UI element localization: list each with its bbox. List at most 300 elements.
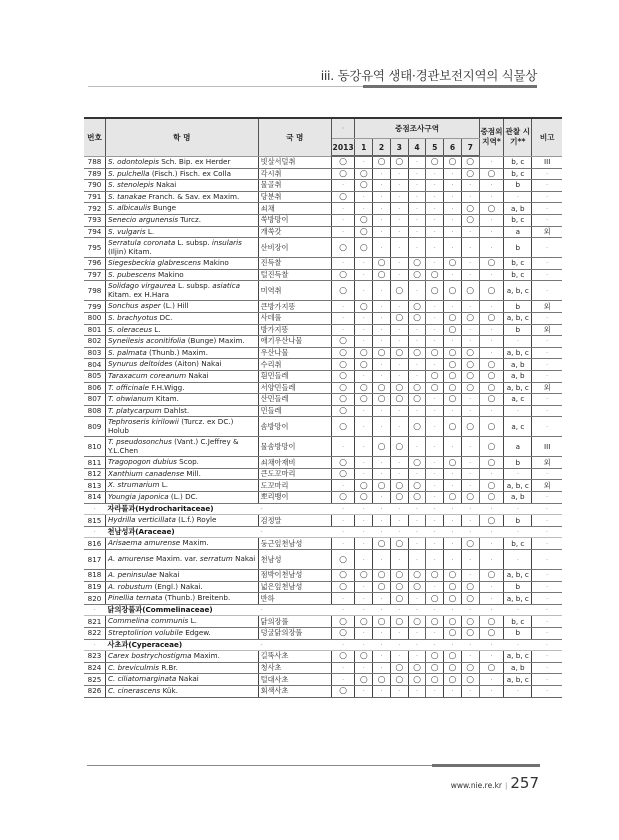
mark-outside-area: · bbox=[479, 214, 504, 226]
authority: Maxim. var. bbox=[153, 554, 200, 564]
mark-site-5: ○ bbox=[426, 616, 444, 628]
remark: · bbox=[532, 538, 562, 550]
mark-site-4: · bbox=[408, 370, 426, 382]
empty-cell: · bbox=[258, 604, 331, 616]
mark-site-6: · bbox=[444, 226, 462, 238]
empty-cell: · bbox=[461, 503, 479, 515]
mark-site-6: · bbox=[444, 238, 462, 258]
korean-name: 방가지똥 bbox=[258, 324, 331, 336]
authority: (Thunb.) Breitenb. bbox=[162, 593, 231, 603]
empty-cell: · bbox=[426, 526, 444, 538]
empty-cell: · bbox=[390, 526, 408, 538]
mark-site-6: ○ bbox=[444, 394, 462, 406]
mark-2013: ○ bbox=[331, 417, 355, 437]
remark: 외 bbox=[532, 480, 562, 492]
mark-site-7: ○ bbox=[461, 203, 479, 215]
genus-species: Siegesbeckia glabrescens bbox=[108, 258, 201, 268]
genus-species: X. strumarium bbox=[108, 480, 160, 490]
korean-name: 청사초 bbox=[258, 662, 331, 674]
mark-site-2: ○ bbox=[373, 570, 391, 582]
mark-site-5: ○ bbox=[426, 651, 444, 663]
observation-period: b, c bbox=[504, 616, 532, 628]
mark-site-2: · bbox=[373, 281, 391, 301]
mark-site-6: ○ bbox=[444, 417, 462, 437]
row-number: 814 bbox=[84, 492, 106, 504]
mark-site-5: ○ bbox=[426, 370, 444, 382]
authority: Maxim. bbox=[191, 651, 220, 661]
genus-species: S. pubescens bbox=[108, 269, 156, 279]
korean-name: 쇠채 bbox=[258, 203, 331, 215]
korean-name: 솜방망이 bbox=[258, 417, 331, 437]
scientific-name bbox=[106, 480, 259, 492]
observation-period: b bbox=[504, 180, 532, 192]
observation-period: b, c bbox=[504, 156, 532, 168]
row-number: 795 bbox=[84, 238, 106, 258]
genus-species: C. breviculmis bbox=[108, 662, 160, 672]
empty-cell: · bbox=[331, 503, 355, 515]
mark-site-4: · bbox=[408, 238, 426, 258]
mark-site-4: · bbox=[408, 336, 426, 348]
genus-species: Carex bostrychostigma bbox=[108, 651, 192, 661]
mark-outside-area: · bbox=[479, 550, 504, 570]
remark: 외 bbox=[532, 301, 562, 313]
mark-site-6: ○ bbox=[444, 312, 462, 324]
empty-cell: · bbox=[258, 503, 331, 515]
authority: Scop. bbox=[176, 457, 199, 467]
scientific-name bbox=[106, 616, 259, 628]
mark-2013: · bbox=[331, 515, 355, 527]
remark: · bbox=[532, 593, 562, 605]
remark: · bbox=[532, 191, 562, 203]
mark-outside-area: · bbox=[479, 324, 504, 336]
mark-2013: ○ bbox=[331, 492, 355, 504]
korean-name: 개쑥갓 bbox=[258, 226, 331, 238]
mark-site-7: · bbox=[461, 480, 479, 492]
row-number: 799 bbox=[84, 301, 106, 313]
mark-site-6: ○ bbox=[444, 628, 462, 640]
page-number: 257 bbox=[510, 774, 539, 792]
mark-site-2: · bbox=[373, 417, 391, 437]
row-number: 812 bbox=[84, 468, 106, 480]
row-number: 801 bbox=[84, 324, 106, 336]
row-number: 825 bbox=[84, 674, 106, 686]
observation-period: b, c bbox=[504, 269, 532, 281]
genus-species: A. robustum bbox=[108, 581, 153, 591]
mark-site-3: · bbox=[390, 238, 408, 258]
empty-cell: · bbox=[504, 604, 532, 616]
genus-species: Arisaema amurense bbox=[108, 538, 181, 548]
genus-species: Tragopogon dubius bbox=[108, 457, 177, 467]
mark-site-3: ○ bbox=[390, 674, 408, 686]
row-number: 819 bbox=[84, 581, 106, 593]
observation-period: b bbox=[504, 324, 532, 336]
family-name: 닭의장풀과(Commelinaceae) bbox=[106, 604, 259, 616]
table-row bbox=[84, 168, 562, 180]
empty-cell: · bbox=[258, 639, 331, 651]
mark-site-4: · bbox=[408, 550, 426, 570]
table-row bbox=[84, 457, 562, 469]
header-year: 2013 bbox=[331, 139, 355, 157]
remark: · bbox=[532, 347, 562, 359]
empty-cell: · bbox=[444, 639, 462, 651]
authority: (L.) Hill bbox=[160, 301, 189, 311]
authority: Mill. bbox=[184, 468, 201, 478]
mark-site-6: ○ bbox=[444, 616, 462, 628]
mark-2013: ○ bbox=[331, 359, 355, 371]
mark-site-7: · bbox=[461, 685, 479, 697]
row-number: 823 bbox=[84, 651, 106, 663]
empty-cell: · bbox=[355, 503, 373, 515]
mark-site-5: · bbox=[426, 457, 444, 469]
empty-cell: · bbox=[355, 604, 373, 616]
genus-species: S. vulgaris bbox=[108, 226, 146, 236]
mark-site-4: · bbox=[408, 405, 426, 417]
scientific-name bbox=[106, 550, 259, 570]
authority: Nakai bbox=[153, 180, 177, 190]
mark-site-1: ○ bbox=[355, 382, 373, 394]
header-survey-group: 중점조사구역 bbox=[355, 118, 479, 139]
mark-site-1: · bbox=[355, 437, 373, 457]
row-number: 822 bbox=[84, 628, 106, 640]
empty-cell: · bbox=[373, 526, 391, 538]
header-remark: 비고 bbox=[532, 118, 562, 156]
remark: 외 bbox=[532, 226, 562, 238]
mark-site-6: · bbox=[444, 538, 462, 550]
scientific-name bbox=[106, 674, 259, 686]
mark-site-5: · bbox=[426, 301, 444, 313]
remark: · bbox=[532, 312, 562, 324]
observation-period: a, b, c bbox=[504, 674, 532, 686]
mark-site-2: · bbox=[373, 336, 391, 348]
mark-2013: ○ bbox=[331, 468, 355, 480]
genus-species: S. pulchella bbox=[108, 168, 150, 178]
mark-2013: ○ bbox=[331, 685, 355, 697]
empty-cell: · bbox=[408, 526, 426, 538]
authority: (Bunge) Maxim. bbox=[185, 336, 245, 346]
authority: Nakai bbox=[232, 554, 256, 564]
mark-site-5: ○ bbox=[426, 156, 444, 168]
empty-cell: · bbox=[504, 526, 532, 538]
mark-site-4: ○ bbox=[408, 269, 426, 281]
mark-site-5: ○ bbox=[426, 593, 444, 605]
genus-species: Syneilesis aconitifolia bbox=[108, 336, 186, 346]
mark-2013: · bbox=[331, 312, 355, 324]
mark-site-5: · bbox=[426, 515, 444, 527]
empty-cell: · bbox=[426, 639, 444, 651]
observation-period: a, b, c bbox=[504, 382, 532, 394]
family-row bbox=[84, 604, 562, 616]
mark-site-1: · bbox=[355, 281, 373, 301]
remark: · bbox=[532, 281, 562, 301]
observation-period: b bbox=[504, 515, 532, 527]
korean-name: 넓은잎천남성 bbox=[258, 581, 331, 593]
mark-site-7: ○ bbox=[461, 417, 479, 437]
mark-outside-area: · bbox=[479, 405, 504, 417]
scientific-name bbox=[106, 394, 259, 406]
flora-table bbox=[84, 117, 562, 698]
mark-site-4: ○ bbox=[408, 492, 426, 504]
genus-species: Senecio argunensis bbox=[108, 214, 179, 224]
empty-cell: · bbox=[444, 526, 462, 538]
mark-site-6: · bbox=[444, 515, 462, 527]
scientific-name bbox=[106, 301, 259, 313]
korean-name: 수리취 bbox=[258, 359, 331, 371]
table-row bbox=[84, 359, 562, 371]
observation-period: · bbox=[504, 405, 532, 417]
mark-outside-area: ○ bbox=[479, 312, 504, 324]
mark-site-4: ○ bbox=[408, 570, 426, 582]
mark-site-3: · bbox=[390, 214, 408, 226]
mark-site-4: · bbox=[408, 538, 426, 550]
genus-species: T. pseudosonchus bbox=[108, 437, 172, 447]
mark-site-3: · bbox=[390, 180, 408, 192]
mark-outside-area: ○ bbox=[479, 662, 504, 674]
remark: III bbox=[532, 156, 562, 168]
mark-outside-area: ○ bbox=[479, 258, 504, 270]
remark: · bbox=[532, 168, 562, 180]
mark-site-7: ○ bbox=[461, 538, 479, 550]
mark-site-7: · bbox=[461, 258, 479, 270]
table-row bbox=[84, 370, 562, 382]
remark: · bbox=[532, 370, 562, 382]
genus-species: Sonchus asper bbox=[108, 301, 161, 311]
empty-cell: · bbox=[408, 639, 426, 651]
genus-species: Synurus deltoides bbox=[108, 359, 173, 369]
scientific-name bbox=[106, 168, 259, 180]
scientific-name bbox=[106, 180, 259, 192]
mark-2013: · bbox=[331, 538, 355, 550]
remark: · bbox=[532, 258, 562, 270]
observation-period: b bbox=[504, 301, 532, 313]
observation-period: a bbox=[504, 437, 532, 457]
mark-site-3: ○ bbox=[390, 538, 408, 550]
mark-site-6: ○ bbox=[444, 347, 462, 359]
mark-site-3: · bbox=[390, 550, 408, 570]
header-outside-area: 중점외 지역* bbox=[479, 118, 504, 156]
mark-site-1: ○ bbox=[355, 168, 373, 180]
mark-site-7: ○ bbox=[461, 628, 479, 640]
authority: L. bbox=[145, 226, 155, 236]
genus-species: Serratula coronata bbox=[108, 238, 176, 248]
infraspecific-epithet: asiatica bbox=[212, 281, 241, 291]
authority: (Thunb.) Maxim. bbox=[146, 347, 208, 357]
mark-site-5: ○ bbox=[426, 674, 444, 686]
table-row bbox=[84, 405, 562, 417]
mark-site-6: · bbox=[444, 468, 462, 480]
mark-site-1: · bbox=[355, 468, 373, 480]
mark-site-6: ○ bbox=[444, 457, 462, 469]
family-row bbox=[84, 503, 562, 515]
mark-site-6: ○ bbox=[444, 281, 462, 301]
mark-site-2: · bbox=[373, 550, 391, 570]
scientific-name bbox=[106, 336, 259, 348]
authority: Kük. bbox=[160, 685, 178, 695]
mark-site-7: ○ bbox=[461, 156, 479, 168]
table-row bbox=[84, 312, 562, 324]
mark-site-2: ○ bbox=[373, 347, 391, 359]
mark-site-2: · bbox=[373, 191, 391, 203]
observation-period: a, b bbox=[504, 492, 532, 504]
korean-name: 빗살서덜취 bbox=[258, 156, 331, 168]
empty-cell: · bbox=[355, 639, 373, 651]
row-number: 793 bbox=[84, 214, 106, 226]
table-row bbox=[84, 214, 562, 226]
observation-period: b, c bbox=[504, 214, 532, 226]
observation-period: b, c bbox=[504, 258, 532, 270]
authority: (L.f.) Royle bbox=[175, 515, 217, 525]
scientific-name bbox=[106, 628, 259, 640]
header-rule-accent bbox=[363, 85, 537, 88]
remark: · bbox=[532, 515, 562, 527]
mark-site-3: ○ bbox=[390, 394, 408, 406]
mark-site-4: · bbox=[408, 168, 426, 180]
mark-2013: ○ bbox=[331, 616, 355, 628]
mark-2013: · bbox=[331, 437, 355, 457]
mark-site-2: · bbox=[373, 301, 391, 313]
empty-cell: · bbox=[461, 639, 479, 651]
table-row bbox=[84, 616, 562, 628]
row-number: 797 bbox=[84, 269, 106, 281]
mark-site-4: · bbox=[408, 651, 426, 663]
mark-2013: ○ bbox=[331, 281, 355, 301]
mark-site-3: · bbox=[390, 628, 408, 640]
mark-site-1: ○ bbox=[355, 238, 373, 258]
mark-site-6: · bbox=[444, 685, 462, 697]
mark-site-7: · bbox=[461, 437, 479, 457]
row-number: 821 bbox=[84, 616, 106, 628]
header-site: 6 bbox=[444, 139, 462, 157]
mark-site-7: · bbox=[461, 269, 479, 281]
genus-species: T. officinale bbox=[108, 382, 150, 392]
table-row bbox=[84, 180, 562, 192]
mark-site-5: · bbox=[426, 685, 444, 697]
authority: Maxim. bbox=[180, 538, 209, 548]
footer-rule-accent bbox=[432, 764, 540, 767]
family-name: 사초과(Cyperaceae) bbox=[106, 639, 259, 651]
korean-name: 길뚝사초 bbox=[258, 651, 331, 663]
row-number: 815 bbox=[84, 515, 106, 527]
mark-site-5: · bbox=[426, 191, 444, 203]
mark-site-5: · bbox=[426, 359, 444, 371]
mark-2013: ○ bbox=[331, 168, 355, 180]
authority: L. bbox=[188, 616, 197, 626]
table-row bbox=[84, 651, 562, 663]
genus-species: Pinellia ternata bbox=[108, 593, 163, 603]
mark-site-3: ○ bbox=[390, 382, 408, 394]
mark-site-3: ○ bbox=[390, 581, 408, 593]
empty-cell: · bbox=[504, 503, 532, 515]
mark-2013: ○ bbox=[331, 628, 355, 640]
scientific-name bbox=[106, 370, 259, 382]
mark-site-7: ○ bbox=[461, 359, 479, 371]
mark-site-1: · bbox=[355, 685, 373, 697]
table-body bbox=[84, 156, 562, 697]
mark-site-7: · bbox=[461, 226, 479, 238]
korean-name: 덩굴닭의장풀 bbox=[258, 628, 331, 640]
mark-site-6: ○ bbox=[444, 359, 462, 371]
mark-site-2: · bbox=[373, 238, 391, 258]
mark-outside-area: ○ bbox=[479, 492, 504, 504]
mark-site-6: ○ bbox=[444, 258, 462, 270]
empty-cell: · bbox=[479, 639, 504, 651]
mark-site-2: ○ bbox=[373, 581, 391, 593]
mark-2013: ○ bbox=[331, 550, 355, 570]
mark-site-7: · bbox=[461, 191, 479, 203]
table-row bbox=[84, 281, 562, 301]
mark-site-2: · bbox=[373, 651, 391, 663]
authority: Nakai bbox=[186, 370, 209, 380]
empty-cell: · bbox=[373, 503, 391, 515]
mark-site-5: · bbox=[426, 168, 444, 180]
authority: Turcz. bbox=[178, 214, 202, 224]
mark-site-5: · bbox=[426, 324, 444, 336]
mark-site-7: · bbox=[461, 550, 479, 570]
row-number: 806 bbox=[84, 382, 106, 394]
mark-site-7: ○ bbox=[461, 281, 479, 301]
row-number: 809 bbox=[84, 417, 106, 437]
mark-site-4: ○ bbox=[408, 674, 426, 686]
empty-cell: · bbox=[258, 526, 331, 538]
row-number: 791 bbox=[84, 191, 106, 203]
mark-site-7: · bbox=[461, 570, 479, 582]
mark-site-4: ○ bbox=[408, 382, 426, 394]
remark: · bbox=[532, 674, 562, 686]
mark-outside-area: · bbox=[479, 593, 504, 605]
remark: · bbox=[532, 468, 562, 480]
mark-site-3: · bbox=[390, 457, 408, 469]
remark: III bbox=[532, 437, 562, 457]
mark-2013: · bbox=[331, 226, 355, 238]
mark-2013: · bbox=[331, 258, 355, 270]
table-row bbox=[84, 662, 562, 674]
mark-outside-area: · bbox=[479, 347, 504, 359]
mark-site-4: · bbox=[408, 324, 426, 336]
row-number: 798 bbox=[84, 281, 106, 301]
mark-site-5: · bbox=[426, 437, 444, 457]
empty-cell: · bbox=[331, 639, 355, 651]
mark-site-3: ○ bbox=[390, 593, 408, 605]
mark-site-5: · bbox=[426, 405, 444, 417]
authority: Makino bbox=[200, 258, 229, 268]
korean-name: 도꼬마리 bbox=[258, 480, 331, 492]
row-number: 820 bbox=[84, 593, 106, 605]
mark-site-6: ○ bbox=[444, 570, 462, 582]
mark-site-1: · bbox=[355, 417, 373, 437]
mark-site-4: · bbox=[408, 203, 426, 215]
table-row bbox=[84, 269, 562, 281]
row-number: 817 bbox=[84, 550, 106, 570]
mark-site-6: · bbox=[444, 168, 462, 180]
authority: (Fisch.) Fisch. ex Colla bbox=[149, 168, 231, 178]
authority: F.H.Wigg. bbox=[149, 382, 185, 392]
empty-cell: · bbox=[532, 604, 562, 616]
mark-site-2: · bbox=[373, 312, 391, 324]
mark-outside-area: ○ bbox=[479, 168, 504, 180]
footer-url[interactable]: www.nie.re.kr bbox=[450, 781, 502, 790]
mark-site-5: · bbox=[426, 628, 444, 640]
mark-2013: ○ bbox=[331, 191, 355, 203]
table-row bbox=[84, 437, 562, 457]
authority: Bunge bbox=[150, 203, 177, 213]
mark-site-3: · bbox=[390, 203, 408, 215]
scientific-name bbox=[106, 685, 259, 697]
mark-site-2: ○ bbox=[373, 382, 391, 394]
mark-site-5: · bbox=[426, 214, 444, 226]
mark-site-5: · bbox=[426, 417, 444, 437]
observation-period: b bbox=[504, 628, 532, 640]
mark-site-6: ○ bbox=[444, 651, 462, 663]
observation-period: a, b, c bbox=[504, 570, 532, 582]
